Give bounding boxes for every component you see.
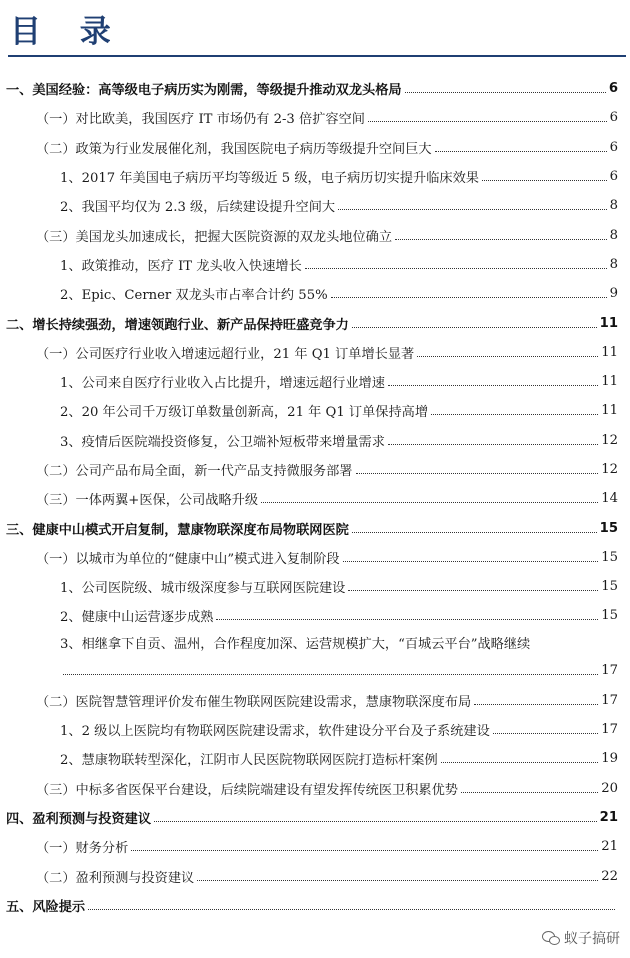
toc-entry[interactable] — [0, 715, 630, 744]
toc-entry[interactable] — [0, 279, 630, 308]
toc-entry-page: 6 — [609, 139, 618, 155]
toc-entry-page: 6 — [608, 81, 618, 97]
dot-leader — [352, 327, 597, 328]
toc-entry-page: 9 — [609, 286, 618, 302]
dot-leader — [131, 850, 598, 851]
dot-leader — [461, 792, 598, 793]
toc-entry[interactable] — [0, 774, 630, 803]
toc-entry-page: 19 — [601, 751, 618, 767]
dot-leader — [388, 444, 598, 445]
toc-entry[interactable] — [0, 631, 630, 655]
toc-entry-continuation[interactable] — [0, 655, 630, 686]
toc-entry-page: 11 — [599, 315, 618, 331]
toc-entry-label: 2、健康中山运营逐步成熟 — [60, 610, 214, 626]
toc-entry[interactable] — [0, 426, 630, 455]
toc-entry-label: （一）财务分析 — [36, 841, 129, 857]
toc-entry-page: 8 — [609, 198, 618, 214]
dot-leader — [417, 356, 598, 357]
dot-leader — [331, 297, 607, 298]
toc-entry[interactable] — [0, 891, 630, 920]
toc-entry-page: 8 — [609, 256, 618, 272]
toc-entry-label: （二）政策为行业发展催化剂，我国医院电子病历等级提升空间巨大 — [36, 141, 432, 157]
toc-entry-label: 五、风险提示 — [6, 899, 86, 915]
dot-leader — [474, 704, 598, 705]
toc-entry-label: 二、增长持续强劲，增速领跑行业、新产品保持旺盛竞争力 — [6, 317, 349, 333]
watermark-text: 蚁子搞研 — [564, 931, 620, 947]
toc-entry-page: 15 — [601, 549, 618, 565]
toc-entry[interactable] — [0, 162, 630, 191]
toc-entry-page: 11 — [601, 344, 618, 360]
toc-entry[interactable] — [0, 484, 630, 513]
toc-entry-label: 1、公司来自医疗行业收入占比提升，增速远超行业增速 — [60, 376, 385, 392]
toc-entry[interactable] — [0, 103, 630, 132]
toc-entry-page: 21 — [601, 839, 618, 855]
toc-entry-label: 2、20 年公司千万级订单数量创新高，21 年 Q1 订单保持高增 — [60, 405, 429, 421]
toc-entry[interactable] — [0, 601, 630, 630]
toc-entry-page: 22 — [601, 868, 618, 884]
toc-entry-label: 2、我国平均仅为 2.3 级，后续建设提升空间大 — [60, 200, 336, 216]
dot-leader — [338, 209, 606, 210]
toc-entry-label: 1、2017 年美国电子病历平均等级近 5 级，电子病历切实提升临床效果 — [60, 171, 479, 187]
dot-leader — [352, 532, 597, 533]
toc-entry-page: 8 — [609, 227, 618, 243]
dot-leader — [356, 473, 599, 474]
dot-leader — [305, 268, 607, 269]
toc-entry-page: 12 — [601, 432, 618, 448]
toc-entry-label: （三）一体两翼+医保，公司战略升级 — [36, 493, 259, 509]
toc-entry-page: 11 — [601, 403, 618, 419]
toc-entry-label: （一）对比欧美，我国医疗 IT 市场仍有 2-3 倍扩容空间 — [36, 112, 365, 128]
watermark — [542, 928, 620, 948]
toc-entry-page: 14 — [601, 491, 618, 507]
toc-entry[interactable] — [0, 686, 630, 715]
toc-entry-label: 1、公司医院级、城市级深度参与互联网医院建设 — [60, 581, 346, 597]
toc-entry[interactable] — [0, 744, 630, 773]
toc-entry[interactable] — [0, 338, 630, 367]
toc-entry[interactable] — [0, 220, 630, 249]
toc-entry[interactable] — [0, 308, 630, 337]
toc-entry-label: （二）公司产品布局全面，新一代产品支持微服务部署 — [36, 464, 353, 479]
dot-leader — [493, 733, 598, 734]
toc-entry-label: （三）美国龙头加速成长，把握大医院资源的双龙头地位确立 — [36, 229, 393, 245]
toc-entry-label: 3、疫情后医院端投资修复，公卫端补短板带来增量需求 — [60, 434, 385, 450]
toc-entry[interactable] — [0, 455, 630, 484]
toc-entry-label: 1、2 级以上医院均有物联网医院建设需求，软件建设分平台及子系统建设 — [60, 724, 490, 740]
dot-leader — [216, 619, 598, 620]
dot-leader — [348, 590, 598, 591]
toc-entry-page: 11 — [601, 374, 618, 390]
page-title: 目 录 — [10, 14, 125, 50]
toc-entry[interactable] — [0, 396, 630, 425]
toc-entry-label: 1、政策推动，医疗 IT 龙头收入快速增长 — [60, 258, 302, 274]
dot-leader — [405, 92, 606, 93]
toc-entry-label: 一、美国经验：高等级电子病历实为刚需，等级提升推动双龙头格局 — [6, 83, 402, 99]
toc-entry-page: 17 — [601, 662, 618, 678]
toc-entry[interactable] — [0, 543, 630, 572]
toc-entry-label: 3、相继拿下自贡、温州，合作程度加深、运营规模扩大，“百城云平台”战略继续 — [60, 637, 531, 653]
dot-leader — [482, 180, 607, 181]
dot-leader — [63, 674, 598, 675]
toc-entry-page: 17 — [601, 692, 618, 708]
dot-leader — [368, 121, 607, 122]
toc-entry[interactable] — [0, 367, 630, 396]
toc-entry-page: 17 — [601, 722, 618, 738]
toc-entry-page: 15 — [601, 608, 618, 624]
title-divider — [8, 55, 626, 57]
dot-leader — [431, 414, 598, 415]
toc-entry-page: 12 — [601, 462, 618, 477]
toc-entry-label: （一）以城市为单位的“健康中山”模式进入复制阶段 — [36, 551, 340, 567]
toc-entry[interactable] — [0, 133, 630, 162]
toc-entry[interactable] — [0, 861, 630, 890]
table-of-contents — [0, 74, 630, 920]
toc-entry-label: 2、Epic、Cerner 双龙头市占率合计约 55% — [60, 288, 328, 304]
toc-entry-label: （二）盈利预测与投资建议 — [36, 870, 195, 886]
toc-entry[interactable] — [0, 74, 630, 103]
toc-entry-label: 四、盈利预测与投资建议 — [6, 811, 152, 827]
dot-leader — [261, 502, 598, 503]
toc-entry-label: 2、慧康物联转型深化，江阴市人民医院物联网医院打造标杆案例 — [60, 753, 438, 769]
toc-entry-label: （三）中标多省医保平台建设，后续院端建设有望发挥传统医卫积累优势 — [36, 782, 458, 798]
toc-entry[interactable] — [0, 572, 630, 601]
toc-entry[interactable] — [0, 803, 630, 832]
toc-entry-page: 6 — [609, 110, 618, 126]
toc-entry-label: （一）公司医疗行业收入增速远超行业，21 年 Q1 订单增长显著 — [36, 346, 415, 362]
dot-leader — [343, 561, 599, 562]
dot-leader — [441, 762, 599, 763]
dot-leader — [88, 909, 615, 910]
toc-entry-page: 21 — [599, 809, 618, 825]
toc-entry-page: 15 — [601, 579, 618, 595]
toc-entry-page: 20 — [601, 780, 618, 796]
toc-entry-page: 6 — [609, 169, 618, 185]
wechat-icon — [542, 931, 560, 945]
dot-leader — [388, 385, 598, 386]
dot-leader — [154, 821, 597, 822]
toc-entry-page: 15 — [599, 520, 618, 536]
toc-entry[interactable] — [0, 832, 630, 861]
toc-entry[interactable] — [0, 191, 630, 220]
dot-leader — [395, 239, 607, 240]
toc-entry-label: 三、健康中山模式开启复制，慧康物联深度布局物联网医院 — [6, 522, 349, 538]
toc-entry-label: （二）医院智慧管理评价发布催生物联网医院建设需求，慧康物联深度布局 — [36, 694, 472, 710]
dot-leader — [435, 151, 607, 152]
toc-entry[interactable] — [0, 250, 630, 279]
toc-entry[interactable] — [0, 513, 630, 542]
dot-leader — [197, 880, 598, 881]
